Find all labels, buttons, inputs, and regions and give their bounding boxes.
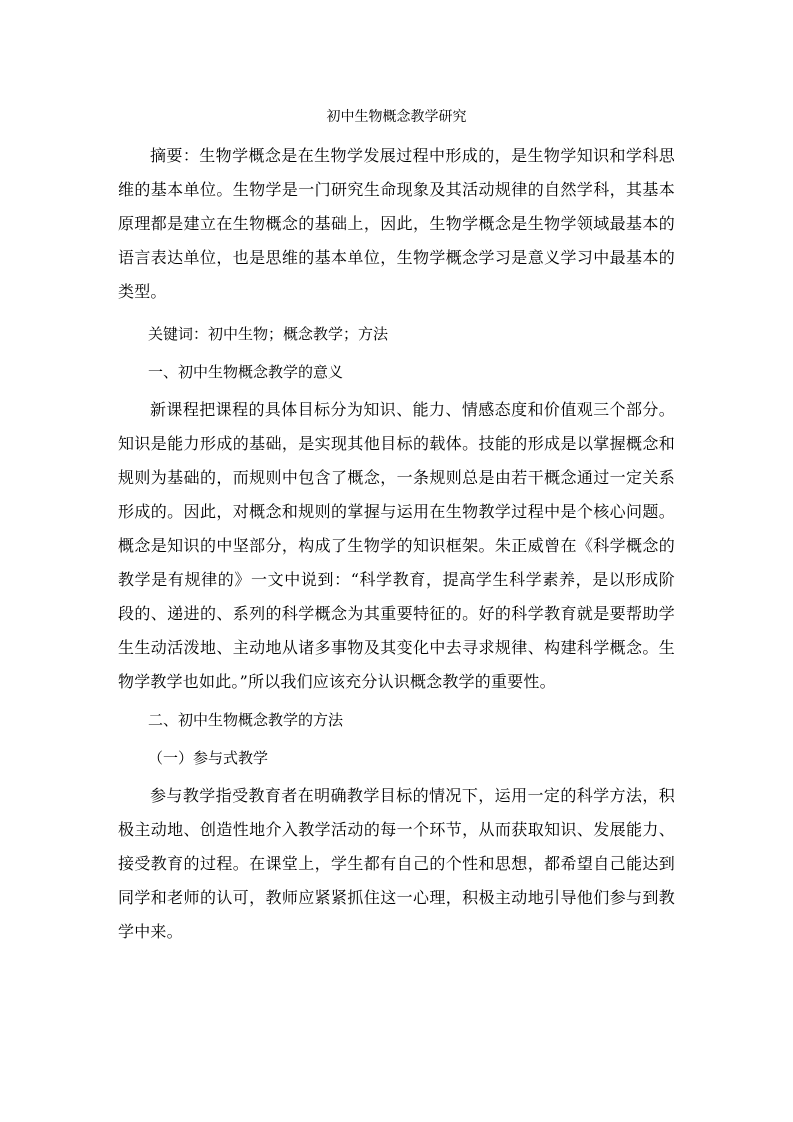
section-heading-1: 一、初中生物概念教学的意义: [148, 363, 344, 381]
section-1-paragraph: 新课程把课程的具体目标分为知识、能力、情感态度和价值观三个部分。知识是能力形成的基础，是实现其他目标的载体。技能的形成是以掌握概念和规则为基础的，而规则中包含了概念，一条规则总是由若干概念通过一定关系形成的。因此，对概念和规则的掌握与运用在生物教学过程中是个核心问题。概念是知识的中坚部分，构成了生物学的知识框架。朱正威曾在《科学概念的教学是有规律的》一文中说到：“科学教育，提高学生科学素养，是以形成阶段的、递进的、系列的科学概念为其重要特征的。好的科学教育就是要帮助学生生动活泼地、主动地从诸多事物及其变化中去寻求规律、构建科学概念。生物学教学也如此。”所以我们应该充分认识概念教学的重要性。: [118, 400, 675, 691]
abstract-paragraph: 摘要：生物学概念是在生物学发展过程中形成的，是生物学知识和学科思维的基本单位。生物学是一门研究生命现象及其活动规律的自然学科，其基本原理都是建立在生物概念的基础上，因此，生物学概念是生物学领域最基本的语言表达单位，也是思维的基本单位，生物学概念学习是意义学习中最基本的类型。: [118, 146, 675, 301]
document-title: 初中生物概念教学研究: [326, 109, 467, 125]
subsection-heading-1: （一）参与式教学: [148, 749, 269, 767]
subsection-1-paragraph: 参与教学指受教育者在明确教学目标的情况下，运用一定的科学方法，积极主动地、创造性地介入教学活动的每一个环节，从而获取知识、发展能力、接受教育的过程。在课堂上，学生都有自己的个性和思想，都希望自己能达到同学和老师的认可，教师应紧紧抓住这一心理，积极主动地引导他们参与到教学中来。: [118, 786, 675, 941]
section-heading-2: 二、初中生物概念教学的方法: [148, 711, 344, 729]
keywords-line: 关键词：初中生物；概念教学；方法: [148, 325, 389, 343]
